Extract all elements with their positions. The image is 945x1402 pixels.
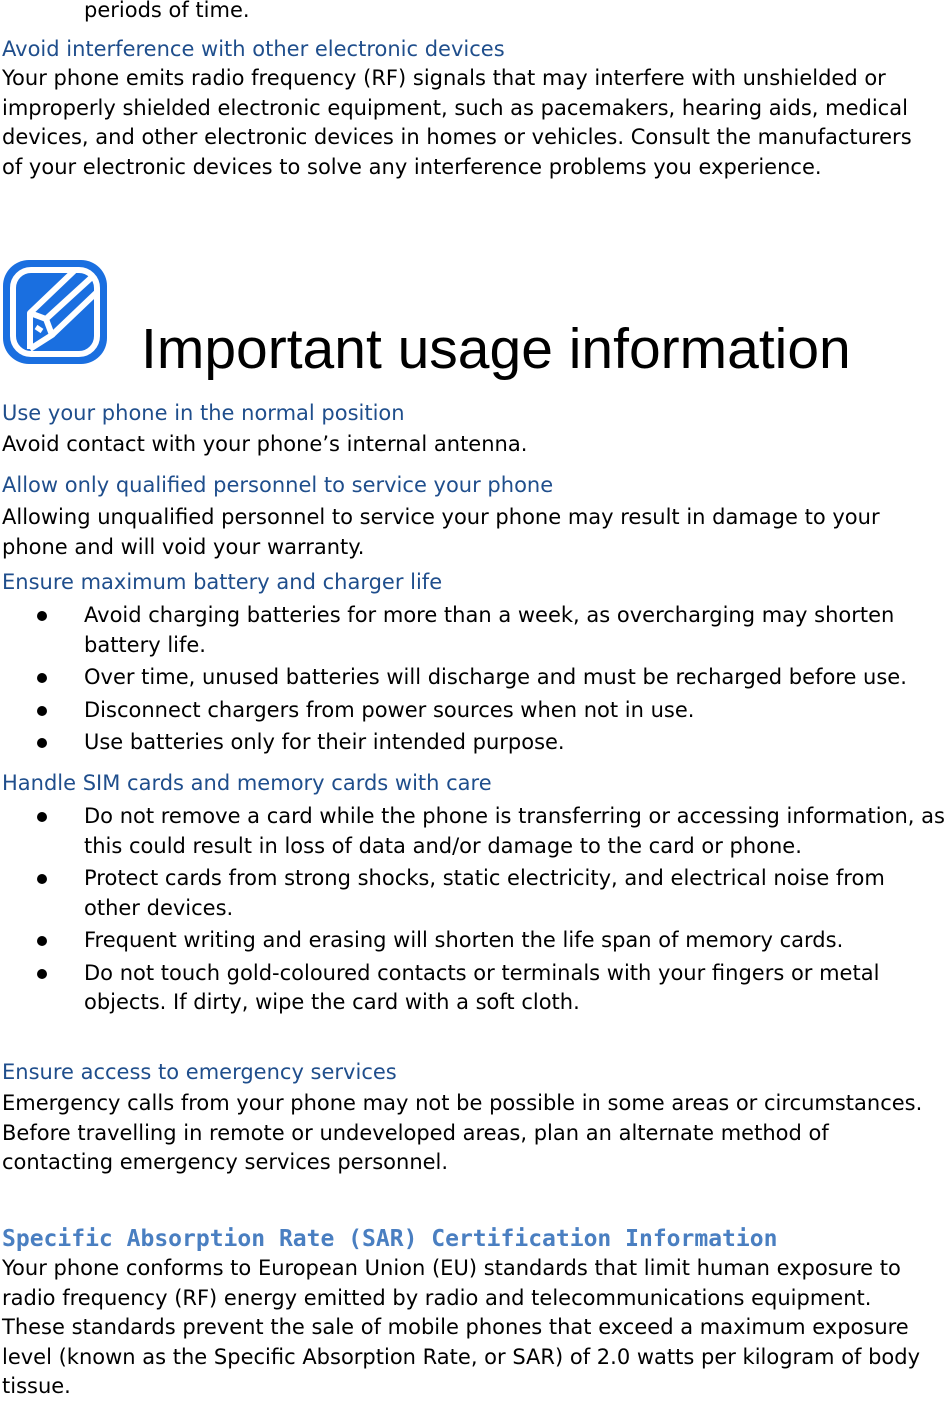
interference-section [0,35,945,182]
list-item [0,728,945,758]
list-item-text: Avoid charging batteries for more than a week, as overcharging may shorten battery life. [84,603,895,657]
bullet-icon [37,673,47,683]
interference-heading: Avoid interference with other electronic devices [2,37,505,61]
normal-position-section [0,399,945,460]
battery-section [0,568,945,761]
sar-body: Your phone conforms to European Union (EU) standards that limit human exposure to radio frequency (RF) energy emitted by radio and telecommunications equipment. These standards prevent the sale of mobile phones that exceed a maximum exposure level (known as the Specific Absorption Rate, or SAR) of 2.0 watts per kilogram of body tissue. [2,1256,921,1398]
list-item [0,696,945,726]
battery-heading: Ensure maximum battery and charger life [2,570,443,594]
list-item [0,959,945,1018]
samsung-note-icon [0,257,110,367]
emergency-section [0,1058,945,1178]
chapter-title: Important usage information [141,317,851,381]
cards-section [0,769,945,1021]
chapter-header [0,253,945,388]
list-item-text: Over time, unused batteries will discharge and must be recharged before use. [84,665,907,689]
list-item-text: Frequent writing and erasing will shorten the life span of memory cards. [84,928,844,952]
list-item [0,663,945,693]
qualified-service-body: Allowing unqualified personnel to service your phone may result in damage to your phone and will void your warranty. [2,505,880,559]
list-item-text: Disconnect chargers from power sources when not in use. [84,697,695,722]
cards-bullet-list [0,802,945,1018]
cards-heading: Handle SIM cards and memory cards with care [2,771,492,795]
emergency-body: Emergency calls from your phone may not be possible in some areas or circumstances. Before travelling in remote or undeveloped areas, plan an alternate method of contacting emergency services personnel. [2,1091,923,1174]
battery-bullet-list [0,601,945,758]
normal-position-heading: Use your phone in the normal position [2,401,405,425]
sar-section [0,1224,945,1402]
list-item-text: Do not remove a card while the phone is transferring or accessing information, as this could result in loss of data and/or damage to the card or phone. [84,804,945,858]
bullet-icon [37,611,47,621]
list-item-text: Do not touch gold-coloured contacts or terminals with your fingers or metal objects. If dirty, wipe the card with a soft cloth. [84,960,880,1014]
bullet-icon [37,812,47,822]
bullet-icon [37,969,47,979]
sar-heading: Specific Absorption Rate (SAR) Certification Information [2,1226,778,1252]
list-item [0,601,945,660]
list-item-text: Protect cards from strong shocks, static electricity, and electrical noise from other devices. [84,866,885,920]
normal-position-body: Avoid contact with your phone’s internal antenna. [2,432,528,456]
continuation-text: periods of time. [84,0,250,22]
emergency-heading: Ensure access to emergency services [2,1060,397,1084]
qualified-service-section [0,471,945,562]
list-item [0,802,945,861]
list-item-text: Use batteries only for their intended purpose. [84,730,565,754]
bullet-icon [37,874,47,884]
interference-body: Your phone emits radio frequency (RF) signals that may interfere with unshielded or improperly shielded electronic equipment, such as pacemakers, hearing aids, medical devices, and other electronic devices in homes or vehicles. Consult the manufacturers of your electronic devices to solve any interference problems you experience. [2,66,912,179]
bullet-icon [37,706,47,716]
list-item [0,864,945,923]
list-item [0,926,945,956]
bullet-icon [37,738,47,748]
qualified-service-heading: Allow only qualified personnel to service your phone [2,473,554,497]
bullet-icon [37,936,47,946]
